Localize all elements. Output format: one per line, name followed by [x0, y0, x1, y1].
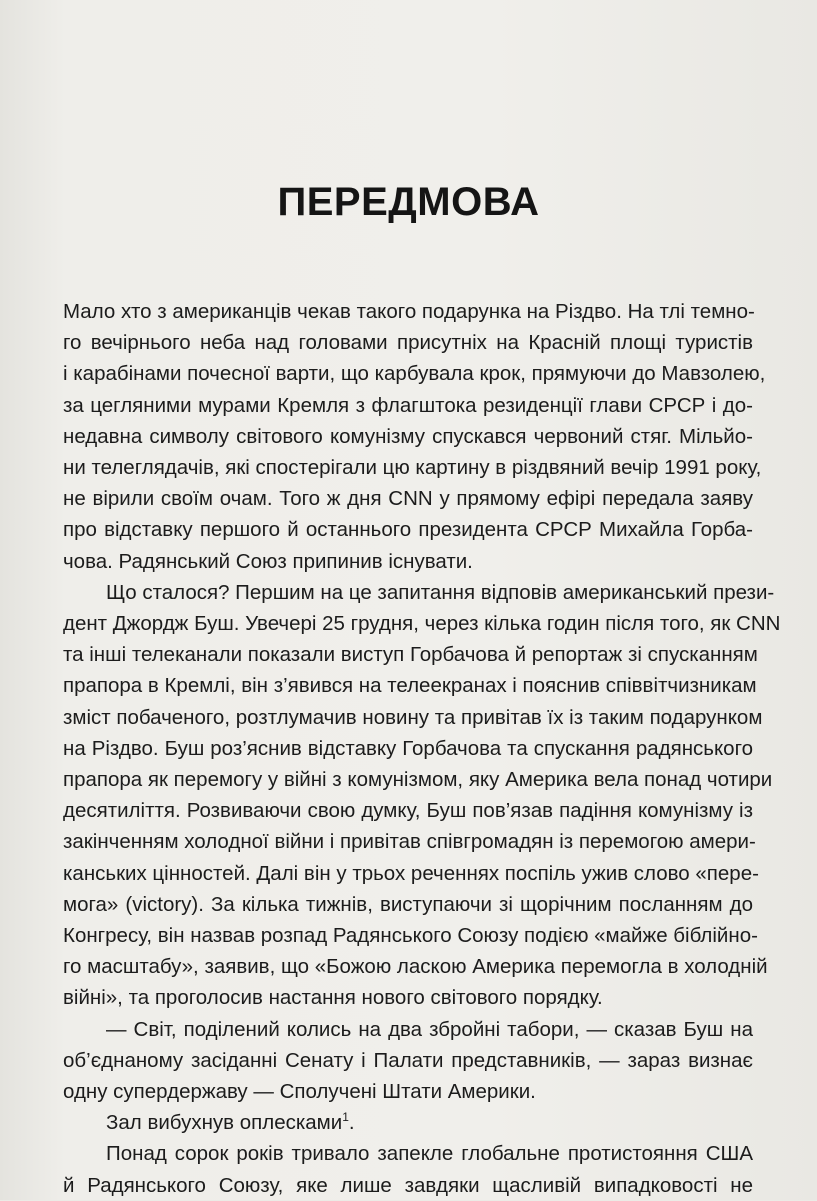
footnote-mark[interactable]: 1	[342, 1110, 349, 1125]
text-line: одну супердержаву — Сполучені Штати Америки.	[63, 1080, 536, 1104]
text-line: прапора як перемогу у війні з комунізмом, яку Америка вела понад чотири	[63, 768, 773, 792]
text-line: війні», та проголосив настання нового світового порядку.	[63, 986, 603, 1010]
text-line: Конгресу, він назвав розпад Радянського Союзу подією «майже біблійно-	[63, 924, 758, 948]
text-line: закінченням холодної війни і привітав співгромадян із перемогою амери-	[63, 830, 756, 854]
paragraph	[63, 1138, 753, 1200]
text-line: ни телеглядачів, які спостерігали цю картину в різдвяний вечір 1991 року,	[63, 456, 762, 480]
text-line: мога» (victory). За кілька тижнів, виступаючи зі щорічним посланням до	[63, 892, 753, 916]
body-text	[63, 296, 781, 1201]
text-line: Понад сорок років тривало запекле глобальне протистояння США	[106, 1142, 753, 1166]
text-line: Мало хто з американців чекав такого подарунка на Різдво. На тлі темно-	[63, 300, 755, 323]
paragraph	[63, 1014, 753, 1108]
text-line: чова. Радянський Союз припинив існувати.	[63, 549, 473, 573]
text-line: і карабінами почесної варти, що карбувала крок, прямуючи до Мавзолею,	[63, 362, 766, 386]
text-line: за цегляними мурами Кремля з флагштока резиденції глави СРСР і до-	[63, 393, 753, 417]
text-line: го вечірнього неба над головами присутніх на Красній площі туристів	[63, 331, 753, 355]
text-line: канських цінностей. Далі він у трьох реченнях поспіль ужив слово «пере-	[63, 861, 759, 885]
paragraph	[63, 577, 781, 1014]
text-line: прапора в Кремлі, він з’явився на телеекранах і пояснив співвітчизникам	[63, 674, 757, 698]
text-line: го масштабу», заявив, що «Божою ласкою Америка перемогла в холодній	[63, 955, 768, 979]
text-fragment: .	[348, 1111, 355, 1135]
text-line: десятиліття. Розвиваючи свою думку, Буш пов’язав падіння комунізму із	[63, 799, 753, 823]
text-line: недавна символу світового комунізму спускався червоний стяг. Мільйо-	[63, 424, 753, 448]
text-line: не вірили своїм очам. Того ж дня CNN у прямому ефірі передала заяву	[63, 487, 753, 511]
chapter-title: ПЕРЕДМОВА	[277, 180, 540, 224]
text-line: про відставку першого й останнього президента СРСР Михайла Горба-	[63, 518, 753, 542]
text-line: — Світ, поділений колись на два збройні табори, — сказав Буш на	[106, 1017, 753, 1041]
text-line: Що сталося? Першим на це запитання відповів американський прези-	[106, 580, 775, 604]
paragraph	[63, 1107, 753, 1138]
text-line	[63, 1107, 753, 1138]
text-line: зміст побаченого, розтлумачив новину та привітав їх із таким подарунком	[63, 705, 763, 729]
text-line: на Різдво. Буш роз’яснив відставку Горбачова та спускання радянського	[63, 736, 753, 760]
paragraph	[63, 296, 766, 577]
text-line: та інші телеканали показали виступ Горбачова й репортаж зі спусканням	[63, 643, 758, 667]
text-line: дент Джордж Буш. Увечері 25 грудня, через кілька годин після того, як CNN	[63, 612, 781, 636]
text-line: об’єднаному засіданні Сенату і Палати представників, — зараз визнає	[63, 1048, 753, 1072]
text-fragment: Зал вибухнув оплесками	[106, 1111, 343, 1135]
text-line: й Радянського Союзу, яке лише завдяки щасливій випадковості не	[63, 1173, 753, 1197]
running-head-bleedthrough	[300, 36, 720, 60]
